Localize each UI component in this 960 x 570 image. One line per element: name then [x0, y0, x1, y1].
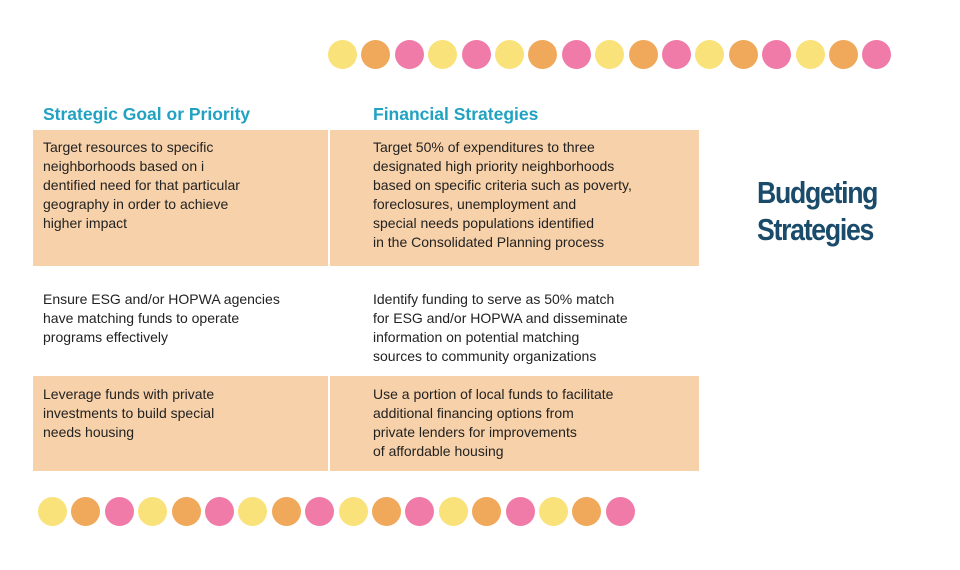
dot-yellow	[428, 40, 457, 69]
dot-yellow	[595, 40, 624, 69]
dot-orange	[172, 497, 201, 526]
dot-yellow	[238, 497, 267, 526]
dot-yellow	[328, 40, 357, 69]
decorative-dots-top	[328, 40, 928, 70]
decorative-dots-bottom	[38, 497, 638, 527]
goal-cell: Ensure ESG and/or HOPWA agencies have matching funds to operate programs effectively	[43, 291, 280, 345]
dot-orange	[361, 40, 390, 69]
table-row	[33, 376, 699, 471]
dot-orange	[472, 497, 501, 526]
table-row	[33, 283, 699, 375]
dot-orange	[372, 497, 401, 526]
dot-pink	[305, 497, 334, 526]
goal-cell: Target resources to specific neighborhoods based on i dentified need for that particular geography in order to achieve higher impact	[43, 139, 240, 231]
dot-orange	[572, 497, 601, 526]
dot-yellow	[796, 40, 825, 69]
dot-yellow	[495, 40, 524, 69]
dot-pink	[405, 497, 434, 526]
column-divider	[328, 376, 330, 471]
dot-orange	[71, 497, 100, 526]
dot-pink	[395, 40, 424, 69]
strategy-cell: Target 50% of expenditures to three designated high priority neighborhoods based on specific criteria such as poverty, foreclosures, unemployment and special needs populations identified in the Consolidated Planning process	[373, 139, 632, 250]
dot-pink	[762, 40, 791, 69]
column-divider	[328, 130, 330, 266]
dot-yellow	[38, 497, 67, 526]
strategy-cell: Use a portion of local funds to facilitate additional financing options from private lenders for improvements of affordable housing	[373, 386, 614, 459]
dot-orange	[729, 40, 758, 69]
dot-orange	[272, 497, 301, 526]
dot-pink	[205, 497, 234, 526]
dot-yellow	[539, 497, 568, 526]
header-strategic-goal: Strategic Goal or Priority	[43, 104, 251, 124]
dot-pink	[462, 40, 491, 69]
dot-pink	[562, 40, 591, 69]
goal-cell: Leverage funds with private investments to build special needs housing	[43, 386, 215, 440]
dot-pink	[606, 497, 635, 526]
dot-yellow	[339, 497, 368, 526]
dot-yellow	[695, 40, 724, 69]
dot-pink	[506, 497, 535, 526]
dot-yellow	[439, 497, 468, 526]
dot-pink	[105, 497, 134, 526]
side-title: Budgeting Strategies	[757, 175, 878, 247]
dot-pink	[662, 40, 691, 69]
dot-yellow	[138, 497, 167, 526]
dot-orange	[528, 40, 557, 69]
header-financial-strategies: Financial Strategies	[373, 104, 539, 124]
table-row	[33, 130, 699, 266]
dot-orange	[629, 40, 658, 69]
strategy-cell: Identify funding to serve as 50% match for ESG and/or HOPWA and disseminate information on potential matching sources to community organizations	[373, 291, 628, 364]
dot-pink	[862, 40, 891, 69]
dot-orange	[829, 40, 858, 69]
